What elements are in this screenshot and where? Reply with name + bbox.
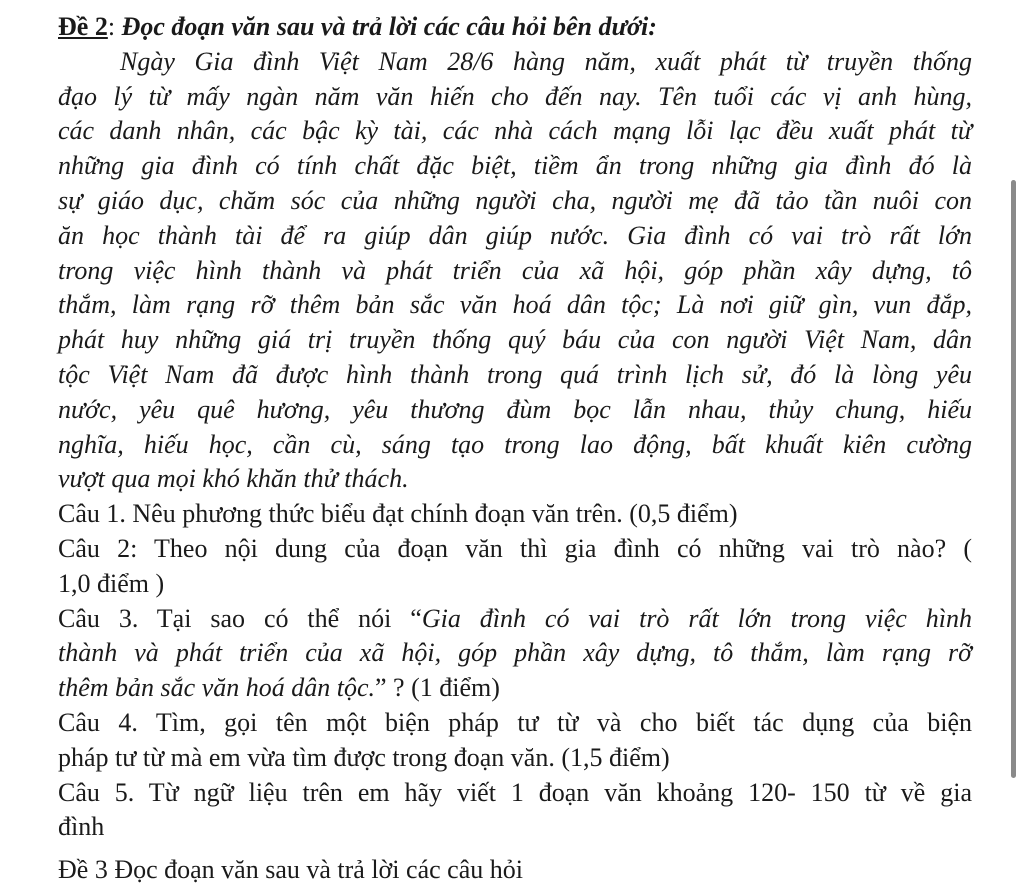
next-exercise-cutoff: Đề 3 Đọc đoạn văn sau và trả lời các câu hỏi — [58, 855, 523, 884]
reading-passage — [58, 45, 972, 497]
passage-line: đạo lý từ mấy ngàn năm văn hiến cho đến nay. Tên tuổi các vị anh hùng, — [58, 81, 972, 111]
question-4-line-1: Câu 4. Tìm, gọi tên một biện pháp tư từ và cho biết tác dụng của biện — [58, 707, 972, 737]
question-3-line-3 — [58, 671, 972, 706]
question-list — [58, 497, 972, 845]
question-3-quote: Gia đình có vai trò rất lớn trong việc hình — [421, 603, 972, 633]
passage-line: ăn học thành tài để ra giúp dân giúp nước. Gia đình có vai trò rất lớn — [58, 220, 972, 250]
passage-line: thắm, làm rạng rỡ thêm bản sắc văn hoá dân tộc; Là nơi giữ gìn, vun đắp, — [58, 290, 972, 320]
question-2-line-2: 1,0 điểm ) — [58, 568, 165, 598]
passage-line: tộc Việt Nam đã được hình thành trong quá trình lịch sử, đó là lòng yêu — [58, 359, 972, 389]
passage-line: những gia đình có tính chất đặc biệt, tiềm ẩn trong những gia đình đó là — [58, 151, 972, 181]
exercise-heading — [58, 10, 972, 45]
passage-line: Ngày Gia đình Việt Nam 28/6 hàng năm, xuất phát từ truyền thống — [120, 46, 972, 76]
passage-line: các danh nhân, các bậc kỳ tài, các nhà cách mạng lỗi lạc đều xuất phát từ — [58, 116, 972, 146]
question-3-prefix: Câu 3. Tại sao có thể nói “ — [58, 603, 422, 633]
question-5-line-2: đình — [58, 812, 105, 842]
passage-line: vượt qua mọi khó khăn thử thách. — [58, 464, 409, 494]
question-3-line-1 — [58, 602, 972, 637]
question-3-points: ” ? (1 điểm) — [375, 673, 500, 703]
question-4-line-2: pháp tư từ mà em vừa tìm được trong đoạn văn. (1,5 điểm) — [58, 742, 670, 772]
question-3-line-2: thành và phát triển của xã hội, góp phần xây dựng, tô thắm, làm rạng rỡ — [58, 638, 972, 668]
vertical-scrollbar[interactable] — [1011, 180, 1016, 778]
question-3-quote-end: thêm bản sắc văn hoá dân tộc. — [58, 673, 376, 703]
heading-separator: : — [107, 12, 122, 41]
heading-instruction: Đọc đoạn văn sau và trả lời các câu hỏi bên dưới: — [121, 12, 657, 41]
passage-line: nghĩa, hiếu học, cần cù, sáng tạo trong lao động, bất khuất kiên cường — [58, 429, 972, 459]
question-5-line-1: Câu 5. Từ ngữ liệu trên em hãy viết 1 đoạn văn khoảng 120- 150 từ về gia — [58, 777, 972, 807]
question-2-line-1: Câu 2: Theo nội dung của đoạn văn thì gia đình có những vai trò nào? ( — [58, 533, 972, 563]
passage-line: sự giáo dục, chăm sóc của những người cha, người mẹ đã tảo tần nuôi con — [58, 185, 972, 215]
passage-line: trong việc hình thành và phát triển của xã hội, góp phần xây dựng, tô — [58, 255, 972, 285]
passage-line: phát huy những giá trị truyền thống quý báu của con người Việt Nam, dân — [58, 325, 972, 355]
passage-line: nước, yêu quê hương, yêu thương đùm bọc lẫn nhau, thủy chung, hiếu — [58, 394, 972, 424]
question-1: Câu 1. Nêu phương thức biểu đạt chính đoạn văn trên. (0,5 điểm) — [58, 499, 738, 529]
heading-label: Đề 2 — [58, 12, 108, 41]
